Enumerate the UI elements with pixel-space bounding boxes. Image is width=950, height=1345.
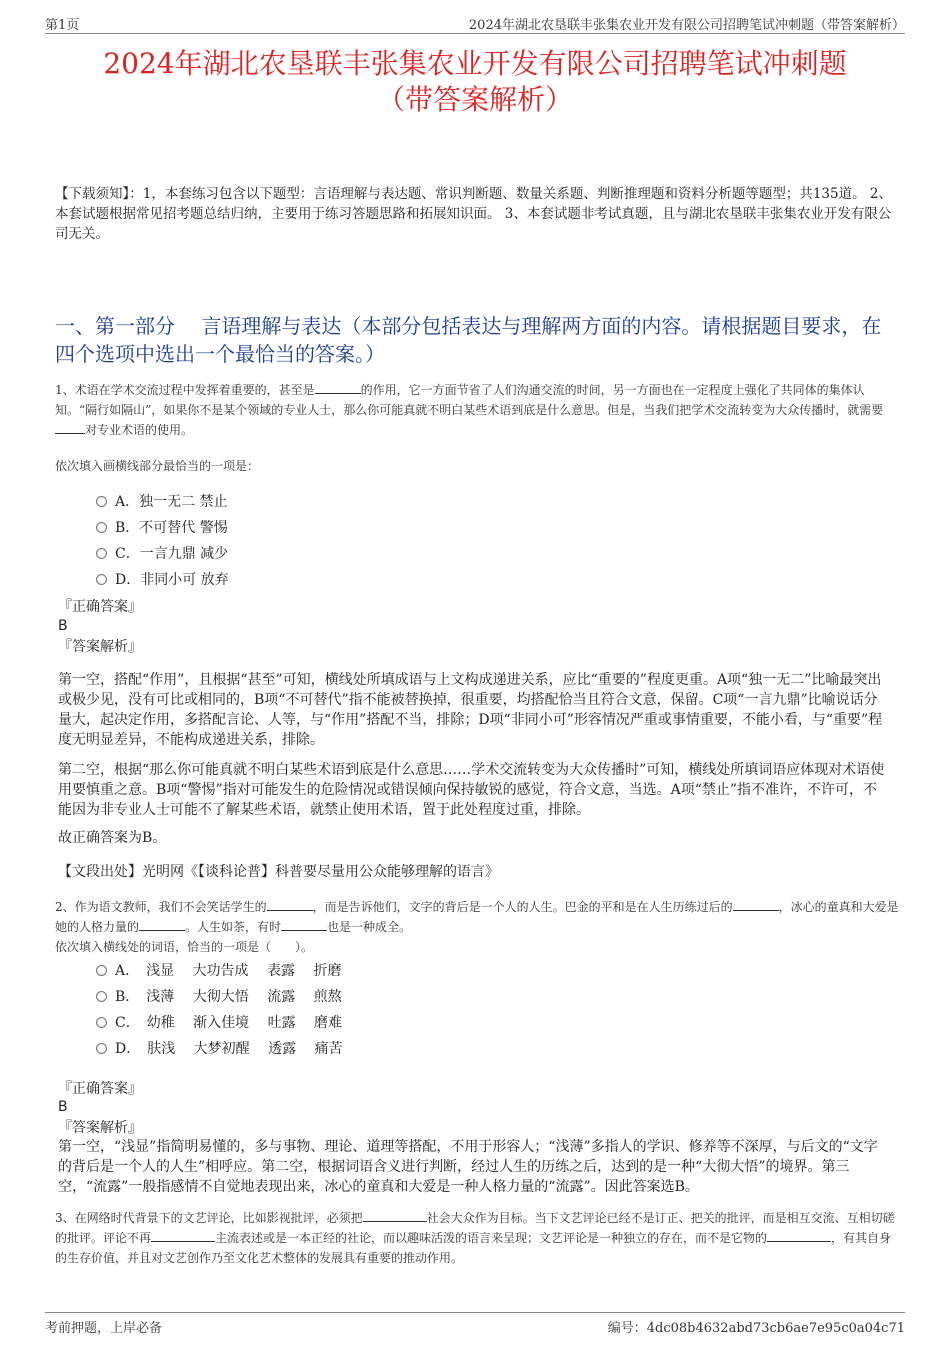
q2-blank-1 bbox=[267, 897, 313, 911]
q1-text-2: 的作用，它一方面节省了人们沟通交流的时间，另一方面也在一定程度上强化了共同体的集体认知。“隔行如隔山”，如果你不是某个领域的专业人士，那么你可能真就不明白某些术语到底是什么意思。但是，当我们把学术交流转变为大众传播时，就需要 bbox=[55, 383, 884, 417]
page-footer bbox=[45, 1312, 905, 1336]
q1-blank-2 bbox=[55, 420, 85, 434]
q2-analysis: 第一空，“浅显”指简明易懂的，多与事物、理论、道理等搭配，不用于形容人；“浅薄”多指人的学识、修养等不深厚，与后文的“文字的背后是一个人的人生”相呼应。第二空，根据词语含义进行判断，经过人生的历练之后，达到的是一种“大彻大悟”的境界。第三空，“流露”一般指感情不自觉地表现出来，冰心的童真和大爱是一种人格力量的“流露”。因此答案选B。 bbox=[58, 1139, 878, 1195]
q2-analysis-label: 『答案解析』 bbox=[58, 1120, 142, 1136]
radio-icon[interactable] bbox=[96, 1017, 107, 1028]
page-number: 第1页 bbox=[45, 18, 80, 33]
q1-analysis-2: 第二空，根据“那么你可能真就不明白某些术语到底是什么意思……学术交流转变为大众传播时”可知，横线处所填词语应体现对术语使用要慎重之意。B项“警惕”指对可能发生的危险情况或错误倾向保持敏锐的感觉，符合文意，当选。A项“禁止”指不准许，不许可，不能因为非专业人士可能不了解某些术语，就禁止使用术语，置于此处程度过重，排除。 bbox=[58, 762, 885, 818]
q2-blank-3 bbox=[139, 917, 185, 931]
q2-option-d[interactable]: D． 肤浅 大梦初醒 透露 痛苦 bbox=[96, 1035, 343, 1061]
q1-analysis-label: 『答案解析』 bbox=[58, 639, 142, 655]
q1-option-a[interactable]: A．独一无二 禁止 bbox=[96, 488, 229, 514]
radio-icon[interactable] bbox=[96, 548, 107, 559]
footer-doc-id: 编号：4dc08b4632abd73cb6ae7e95c0a04c71 bbox=[607, 1321, 905, 1336]
radio-icon[interactable] bbox=[96, 1043, 107, 1054]
q2-blank-4 bbox=[281, 917, 327, 931]
radio-icon[interactable] bbox=[96, 991, 107, 1002]
q1-text-1: 1、术语在学术交流过程中发挥着重要的，甚至是 bbox=[55, 383, 315, 397]
header-doc-title: 2024年湖北农垦联丰张集农业开发有限公司招聘笔试冲刺题（带答案解析） bbox=[468, 18, 905, 33]
question-2-stem bbox=[55, 897, 900, 937]
section-heading: 一、第一部分 言语理解与表达（本部分包括表达与理解两方面的内容。请根据题目要求，在四个选项中选出一个最恰当的答案。） bbox=[55, 314, 882, 366]
q1-option-c[interactable]: C．一言九鼎 减少 bbox=[96, 540, 229, 566]
page-header bbox=[45, 14, 905, 34]
q3-blank-3 bbox=[767, 1228, 831, 1242]
q2-text-1: 2、作为语文教师，我们不会笑话学生的 bbox=[55, 900, 267, 914]
question-3-stem bbox=[55, 1208, 900, 1268]
radio-icon[interactable] bbox=[96, 522, 107, 533]
q2-option-c[interactable]: C． 幼稚 渐入佳境 吐露 磨难 bbox=[96, 1009, 343, 1035]
document-title bbox=[45, 46, 905, 118]
q1-analysis-1: 第一空，搭配“作用”，且根据“甚至”可知，横线处所填成语与上文构成递进关系，应比“重要的”程度更重。A项“独一无二”比喻最突出或极少见，没有可比或相同的，B项“不可替代”指不能被替换掉，很重要，均搭配恰当且符合文意，保留。C项“一言九鼎”比喻说话分量大，起决定作用，多搭配言论、人等，与“作用”搭配不当，排除；D项“非同小可”形容情况严重或事情重要，不能小看，与“重要”程度无明显差异，不能构成递进关系，排除。 bbox=[58, 672, 883, 748]
question-2-prompt: 依次填入横线处的词语，恰当的一项是（ ）。 bbox=[55, 940, 314, 954]
q2-text-2: ，而是告诉他们，文字的背后是一个人的人生。巴金的平和是在人生历练过后的 bbox=[312, 900, 733, 914]
title-line-1: 2024年湖北农垦联丰张集农业开发有限公司招聘笔试冲刺题 bbox=[103, 47, 847, 80]
download-notice: 【下载须知】：1，本套练习包含以下题型：言语理解与表达题、常识判断题、数量关系题、判断推理题和资料分析题等题型；共135道。 2、本套试题根据常见招考题总结归纳，主要用于练习答题思路和拓展知识面。 3、本套试题非考试真题，且与湖北农垦联丰张集农业开发有限公司无关。 bbox=[55, 186, 892, 242]
question-1-prompt: 依次填入画横线部分最恰当的一项是： bbox=[55, 459, 260, 473]
q1-option-b[interactable]: B．不可替代 警惕 bbox=[96, 514, 229, 540]
footer-slogan: 考前押题，上岸必备 bbox=[45, 1321, 163, 1336]
q2-option-a[interactable]: A． 浅显 大功告成 表露 折磨 bbox=[96, 957, 343, 983]
question-1-options bbox=[96, 488, 229, 592]
q3-text-1: 3、在网络时代背景下的文艺评论，比如影视批评，必须把 bbox=[55, 1211, 363, 1225]
question-2-options bbox=[96, 957, 343, 1061]
q3-text-2: 社会大众作为目标。当下文艺评论已经不是订正、把关的批评，而是相互交流、互相切磋的批评。评论不再 bbox=[55, 1211, 895, 1245]
q3-blank-1 bbox=[363, 1208, 427, 1222]
q2-answer-label: 『正确答案』 bbox=[58, 1081, 142, 1097]
radio-icon[interactable] bbox=[96, 965, 107, 976]
q2-option-b[interactable]: B． 浅薄 大彻大悟 流露 煎熬 bbox=[96, 983, 343, 1009]
q3-text-4: ，有其自身的生存价值，并且对文艺创作乃至文化艺术整体的发展具有重要的推动作用。 bbox=[55, 1231, 892, 1265]
q1-source: 【文段出处】光明网《【谈科论普】科普要尽量用公众能够理解的语言》 bbox=[58, 864, 499, 880]
q2-text-5: 也是一种成全。 bbox=[327, 920, 412, 934]
q1-analysis-3: 故正确答案为B。 bbox=[58, 830, 167, 846]
q2-text-3: ，冰心的童真和大爱是她的人格力量的 bbox=[55, 900, 899, 934]
q2-answer: B bbox=[58, 1099, 68, 1115]
q1-text-3: 对专业术语的使用。 bbox=[85, 423, 194, 437]
question-1-stem bbox=[55, 380, 900, 440]
q1-answer-label: 『正确答案』 bbox=[58, 599, 142, 615]
q3-blank-2 bbox=[151, 1228, 215, 1242]
radio-icon[interactable] bbox=[96, 496, 107, 507]
q2-blank-2 bbox=[733, 897, 779, 911]
title-line-2: （带答案解析） bbox=[376, 83, 573, 116]
q3-text-3: 主流表述或是一本正经的社论，而以趣味活泼的语言来呈现；文艺评论是一种独立的存在，而不是它物的 bbox=[215, 1231, 768, 1245]
q1-blank-1 bbox=[315, 380, 361, 394]
q2-text-4: 。人生如茶，有时 bbox=[185, 920, 282, 934]
q1-option-d[interactable]: D．非同小可 放弃 bbox=[96, 566, 229, 592]
radio-icon[interactable] bbox=[96, 574, 107, 585]
q1-answer: B bbox=[58, 618, 68, 634]
